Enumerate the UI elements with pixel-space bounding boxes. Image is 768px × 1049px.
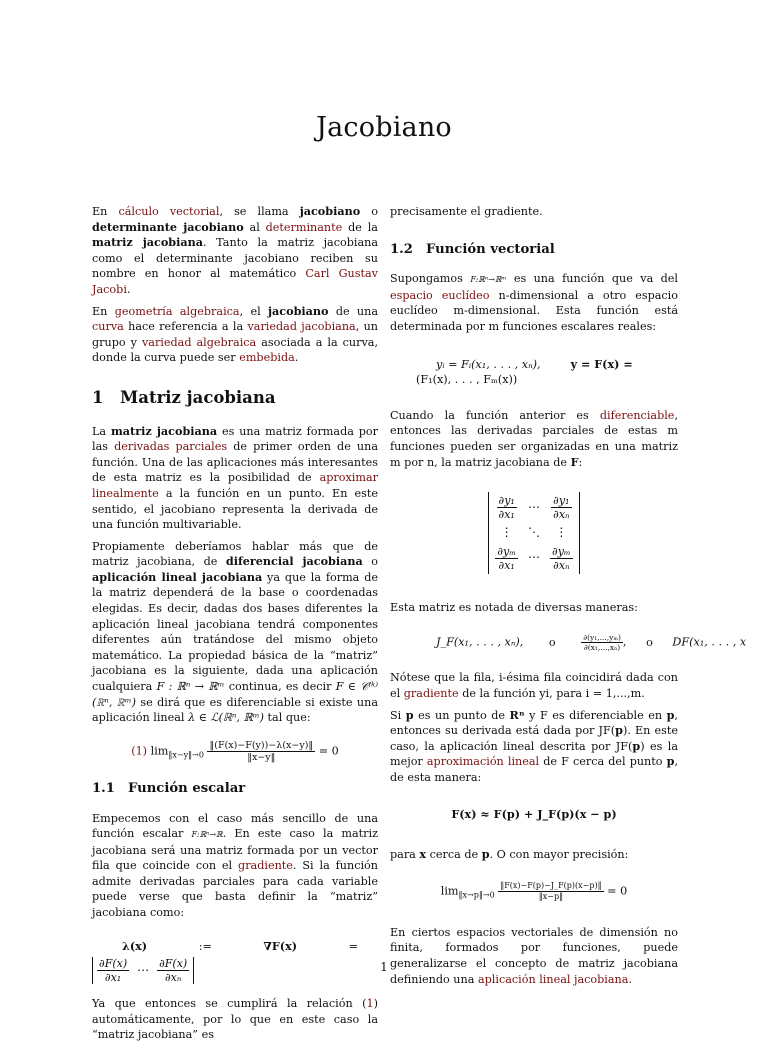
equation-limit: $\lim_{‖x\to p‖\to 0}$ $\frac{‖F(x)-F(p)-J\_F(p)(x-p)‖}{‖x-p‖}$ = 0 xyxy=(440,880,628,901)
equation-components: yᵢ = Fᵢ(x₁, . . . , xₙ), y = F(x) = (F₁(x), . . . , Fₘ(x)) xyxy=(416,356,633,387)
link-calculo-vectorial[interactable]: cálculo vectorial xyxy=(118,205,220,218)
link-derivadas-parciales[interactable]: derivadas parciales xyxy=(114,440,228,454)
link-equation-1[interactable]: 1 xyxy=(366,997,374,1011)
link-gradiente-2[interactable]: gradiente xyxy=(403,686,459,700)
section-heading-1-1: 1.1 Función escalar xyxy=(92,780,246,796)
intro-paragraph: En cálculo vectorial, se llama jacobiano o determinante jacobiano al determinante de la matriz jacobiana. Tanto la matriz jacobiana como el determinante jacobiano reciben su nombre en honor al matemático Carl Gustav Jacobi. xyxy=(92,204,379,296)
differentiable-paragraph: Cuando la función anterior es diferenciable, entonces las derivadas parciales de estas m funciones pueden ser organizadas en una matriz m por n, la matriz jacobiana de F: xyxy=(390,408,678,469)
link-carl-gustav-jacobi[interactable]: Carl Gustav Jacobi xyxy=(92,267,378,296)
link-geometria-algebraica[interactable]: geometría algebraica xyxy=(114,304,240,318)
link-variedad-algebraica[interactable]: variedad algebraica xyxy=(141,335,257,349)
link-aproximacion-lineal[interactable]: aproximación lineal xyxy=(426,755,540,769)
link-variedad-jacobiana[interactable]: variedad jacobiana xyxy=(247,320,356,334)
equation-number: (1) xyxy=(131,744,148,758)
link-espacio-euclideo[interactable]: espacio euclídeo xyxy=(390,288,490,302)
notation-paragraph: Esta matriz es notada de diversas maneras: xyxy=(390,600,638,614)
relation-paragraph: Ya que entonces se cumplirá la relación (1) automáticamente, por lo que en este caso la “matriz jacobiana” es xyxy=(92,997,378,1042)
link-aproximar-linealmente[interactable]: aproximar linealmente xyxy=(92,471,378,500)
link-diferenciable[interactable]: diferenciable xyxy=(599,408,675,422)
equation-approximation: F(x) ≈ F(p) + J_F(p)(x − p) xyxy=(451,807,617,822)
left-column xyxy=(92,204,378,1049)
section-heading-1: 1 Matriz jacobiana xyxy=(92,387,276,407)
differential-paragraph: Propiamente deberíamos hablar más que de matriz jacobiana, de diferencial jacobiana o aplicación lineal jacobiana ya que la forma de la matriz dependerá de la base o coordenadas elegidas. Es decir, dadas dos bases diferentes la aplicación lineal jacobiana tendrá componentes diferentes aún tratándose del mismo objeto matemático. La propiedad básica de la “matriz” jacobiana es la siguiente, dada una aplicación cualquiera F : ℝⁿ → ℝᵐ continua, es decir F ∈ 𝒞⁽ᵏ⁾(ℝⁿ, ℝᵐ) se dirá que es diferenciable si existe una aplicación lineal λ ∈ ℒ(ℝⁿ, ℝᵐ) tal que: xyxy=(92,539,379,725)
link-determinante[interactable]: determinante xyxy=(265,220,343,234)
matrix-definition-paragraph: La matriz jacobiana es una matriz formada por las derivadas parciales de primer orden de una función. Una de las aplicaciones más interesantes de esta matriz es la posibilidad de aproximar linealmente a la función en un punto. En este sentido, el jacobiano representa la derivada de una función multivariable. xyxy=(92,423,379,532)
link-curva[interactable]: curva xyxy=(92,320,124,334)
geometry-paragraph: En geometría algebraica, el jacobiano de una curva hace referencia a la variedad jacobiana, un grupo y variedad algebraica asociada a la curva, donde la curva puede ser embebida. xyxy=(92,303,379,365)
right-column xyxy=(390,204,747,993)
page-number: 1 xyxy=(380,960,388,974)
row-gradient-paragraph: Nótese que la fila, i-ésima fila coincidirá dada con el gradiente de la función yi, para i = 1,...,m. xyxy=(390,671,678,700)
scalar-function-paragraph: Empecemos con el caso más sencillo de una función escalar F:ℝⁿ→ℝ. En este caso la matriz jacobiana será una matriz formada por un vector fila que coincide con el gradiente. Si la función admite derivadas parciales para cada variable puede verse que basta definir la “matriz” jacobiana como: xyxy=(92,811,378,920)
gradient-continuation: precisamente el gradiente. xyxy=(390,205,543,218)
section-heading-1-2: 1.2 Función vectorial xyxy=(390,241,555,257)
jacobian-matrix: $\frac{\text{∂y₁}}{\text{∂x₁}}$ ⋯ $\frac{\text{∂y₁}}{\text{∂xₙ}}$ ⋮ ⋱ ⋮ $\frac{\text{∂yₘ}}{\text{∂x₁}}$ ⋯ $\frac{\text{∂yₘ}}{\text{∂xₙ}}$ xyxy=(390,492,678,574)
notation-equation: J_F(x₁, . . . , xₙ), o $\frac{\text{∂(y₁,...,yₘ)}}{\text{∂(x₁,...,xₙ)}}$ , o DF(x₁, . . . , x xyxy=(436,633,747,653)
equation-1: (1) $\lim_{‖x-y‖\to 0}$ $\frac{‖(F(x)-F(y))-\lambda(x-y)‖}{‖x-y‖}$ = 0 xyxy=(131,739,339,763)
infinite-dimension-paragraph: En ciertos espacios vectoriales de dimensión no finita, formados por funciones, puede generalizarse el concepto de matriz jacobiana definiendo una aplicación lineal jacobiana. xyxy=(390,925,678,986)
precision-paragraph: para x cerca de p. O con mayor precisión: xyxy=(390,847,629,862)
vector-function-paragraph: Supongamos F:ℝⁿ→ℝᵐ es una función que va del espacio euclídeo n-dimensional a otro espacio euclídeo m-dimensional. Esta función está determinada por m funciones escalares reales: xyxy=(390,272,679,333)
link-embebida[interactable]: embebida xyxy=(239,351,295,365)
linear-approximation-paragraph: Si p es un punto de Rⁿ y F es diferenciable en p, entonces su derivada está dada por JF(p). En este caso, la aplicación lineal descrita por JF(p) es la mejor aproximación lineal de F cerca del punto p, de esta manera: xyxy=(390,707,679,784)
link-gradiente[interactable]: gradiente xyxy=(238,859,293,873)
link-aplicacion-lineal-jacobiana[interactable]: aplicación lineal jacobiana xyxy=(477,972,629,986)
equation-gradient: λ(x) := ∇F(x) = $\frac{\partial F(x)}{\text{∂x₁}}$ ⋯ $\frac{\partial F(x)}{\text{∂xₙ}}$ xyxy=(92,939,378,985)
page-title: Jacobiano xyxy=(316,112,452,143)
